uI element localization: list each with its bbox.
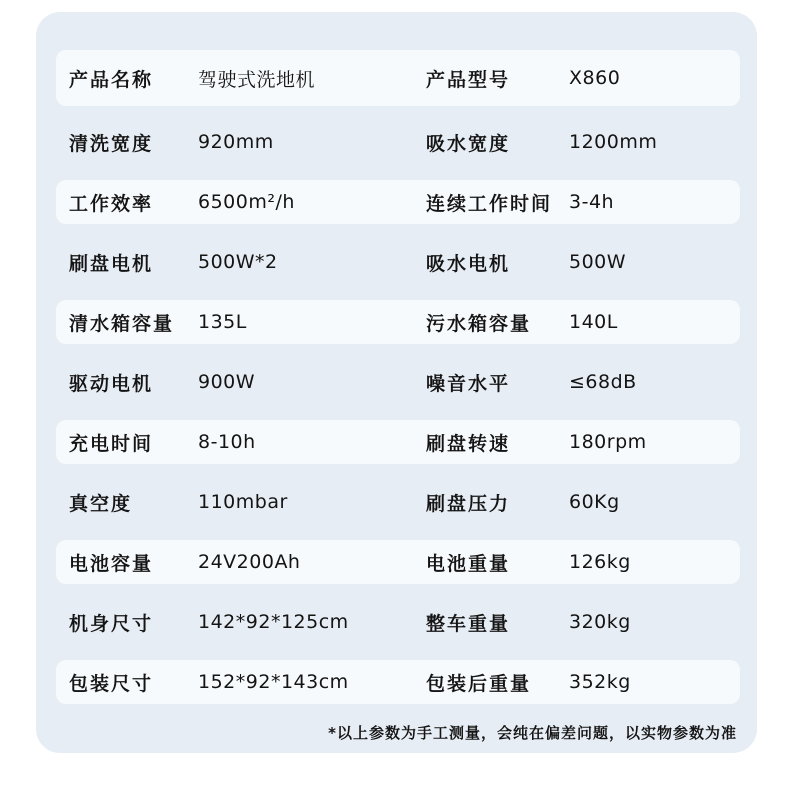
spec-value-right: 126kg [569, 551, 631, 573]
spec-label-right: 吸水宽度 [426, 132, 511, 155]
spec-table [56, 50, 740, 712]
spec-label-right: 刷盘转速 [426, 432, 511, 455]
spec-row [56, 592, 740, 652]
spec-value-right: 500W [569, 251, 627, 273]
spec-label-left: 充电时间 [69, 432, 154, 455]
spec-value-left: 8-10h [198, 431, 256, 453]
spec-value-right: X860 [569, 67, 621, 89]
spec-value-left: 900W [198, 371, 256, 393]
spec-value-left: 6500m²/h [198, 191, 295, 213]
spec-value-left: 152*92*143cm [198, 671, 349, 693]
spec-value-left: 110mbar [198, 491, 288, 513]
spec-label-left: 工作效率 [69, 192, 154, 215]
spec-label-left: 产品名称 [69, 68, 154, 91]
spec-label-left: 机身尺寸 [69, 612, 154, 635]
spec-value-left: 驾驶式洗地机 [198, 68, 316, 91]
spec-value-right: 3-4h [569, 191, 615, 213]
spec-value-right: 320kg [569, 611, 631, 633]
spec-row [56, 660, 740, 704]
spec-label-right: 产品型号 [426, 68, 511, 91]
spec-value-left: 500W*2 [198, 251, 278, 273]
spec-value-left: 142*92*125cm [198, 611, 349, 633]
spec-row [56, 112, 740, 172]
product-spec-card [36, 12, 757, 753]
spec-value-left: 920mm [198, 131, 274, 153]
spec-label-right: 刷盘压力 [426, 492, 511, 515]
spec-value-left: 135L [198, 311, 247, 333]
spec-label-right: 整车重量 [426, 612, 511, 635]
spec-value-right: 180rpm [569, 431, 647, 453]
spec-label-right: 噪音水平 [426, 372, 511, 395]
spec-value-right: 1200mm [569, 131, 658, 153]
spec-label-left: 真空度 [69, 492, 133, 515]
spec-row [56, 352, 740, 412]
spec-row [56, 540, 740, 584]
spec-row [56, 472, 740, 532]
spec-label-left: 包装尺寸 [69, 672, 154, 695]
spec-label-left: 驱动电机 [69, 372, 154, 395]
spec-label-right: 吸水电机 [426, 252, 511, 275]
spec-label-right: 包装后重量 [426, 672, 532, 695]
spec-label-right: 污水箱容量 [426, 312, 532, 335]
spec-label-left: 清水箱容量 [69, 312, 175, 335]
spec-value-left: 24V200Ah [198, 551, 301, 573]
spec-value-right: 60Kg [569, 491, 620, 513]
spec-row [56, 180, 740, 224]
spec-row [56, 232, 740, 292]
spec-row [56, 300, 740, 344]
spec-row [56, 50, 740, 106]
spec-row [56, 420, 740, 464]
spec-value-right: 352kg [569, 671, 631, 693]
spec-label-left: 电池容量 [69, 552, 154, 575]
spec-label-left: 清洗宽度 [69, 132, 154, 155]
spec-label-right: 连续工作时间 [426, 192, 553, 215]
spec-label-right: 电池重量 [426, 552, 511, 575]
spec-value-right: 140L [569, 311, 618, 333]
footnote: *以上参数为手工测量，会纯在偏差问题，以实物参数为准 [328, 724, 737, 742]
spec-label-left: 刷盘电机 [69, 252, 154, 275]
spec-value-right: ≤68dB [569, 371, 637, 393]
